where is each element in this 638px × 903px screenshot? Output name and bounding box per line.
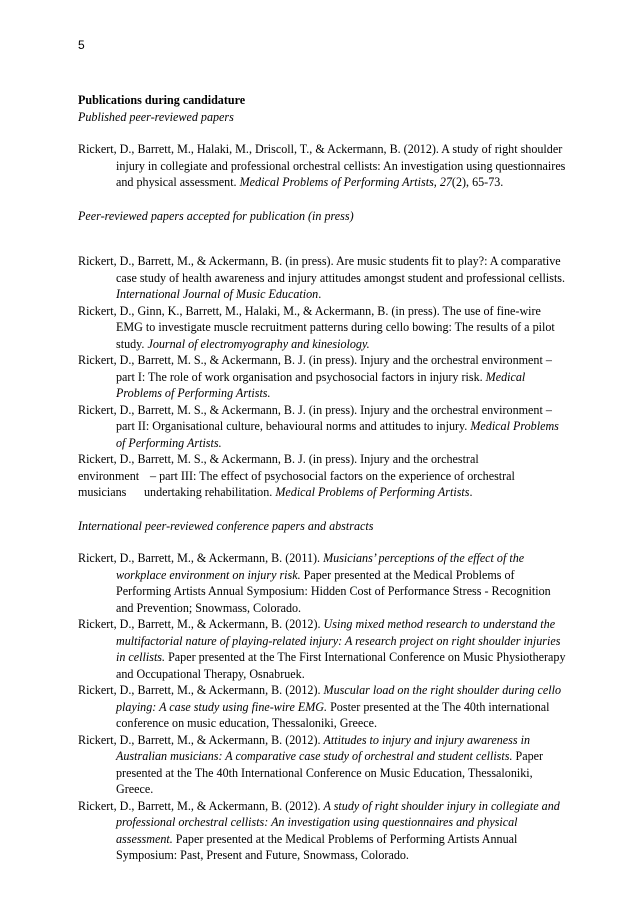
publication-entry: Rickert, D., Barrett, M., & Ackermann, B. (in press). Are music students fit to play?: A comparative case study of health awareness and injury attitudes amongst student and professional cellists. International Journal of Music Education. bbox=[78, 254, 566, 301]
page-number: 5 bbox=[78, 38, 85, 52]
publication-entry: Rickert, D., Barrett, M., & Ackermann, B. (2012). Muscular load on the right shoulder during cello playing: A case study using fine-wire EMG. Poster presented at the The 40th international conference on music education, Thessaloniki, Greece. bbox=[78, 683, 562, 730]
publication-entry: Rickert, D., Barrett, M. S., & Ackermann, B. J. (in press). Injury and the orchestral environment – part II: Organisational culture, behavioural norms and attitudes to injury. Medical Problems of Performing Artists. bbox=[78, 402, 559, 450]
publication-entry: Rickert, D., Barrett, M. S., & Ackermann, B. J. (in press). Injury and the orchestral environment – part I: The role of work organisation and psychosocial factors in injury risk. Medical Problems of Performing Artists. bbox=[78, 353, 552, 400]
publication-entry: Rickert, D., Ginn, K., Barrett, M., Halaki, M., & Ackermann, B. (in press). The use of fine-wire EMG to investigate muscle recruitment patterns during cello bowing: The results of a pilot study. Journal of electromyography and kinesiology. bbox=[78, 303, 555, 351]
publication-entry-irregular: Rickert, D., Barrett, M. S., & Ackermann, B. J. (in press). Injury and the orchestral environment – part III: The effect of psychosocial factors on the experience of orchestral musicians undertaking rehabilitation. Medical Problems of Performing Artists. bbox=[78, 452, 515, 499]
section-title-published: Published peer-reviewed papers bbox=[78, 109, 234, 124]
publication-entry: Rickert, D., Barrett, M., & Ackermann, B. (2012). Attitudes to injury and injury awareness in Australian musicians: A comparative case study of orchestral and student cellists. Paper presented at the The 40th International Conference on Music Education, Thessaloniki, Greece. bbox=[78, 732, 544, 796]
publications-content bbox=[78, 92, 566, 864]
section-title-conference: International peer-reviewed conference papers and abstracts bbox=[78, 518, 374, 533]
publication-entry: Rickert, D., Barrett, M., & Ackermann, B. (2012). A study of right shoulder injury in collegiate and professional orchestral cellists: An investigation using questionnaires and physical assessment. Paper presented at the Medical Problems of Performing Artists Annual Symposium: Past, Present and Future, Snowmass, Colorado. bbox=[78, 798, 560, 862]
page-heading: Publications during candidature bbox=[78, 93, 246, 107]
publication-entry: Rickert, D., Barrett, M., & Ackermann, B. (2012). Using mixed method research to understand the multifactorial nature of playing-related injury: A research project on right shoulder injuries in cellists. Paper presented at the The First International Conference on Music Physiotherapy and Occupational Therapy, Osnabruek. bbox=[78, 617, 566, 681]
publication-entry: Rickert, D., Barrett, M., Halaki, M., Driscoll, T., & Ackermann, B. (2012). A study of right shoulder injury in collegiate and professional orchestral cellists: An investigation using questionnaires and physical assessment. Medical Problems of Performing Artists, 27(2), 65-73. bbox=[78, 142, 566, 189]
section-title-in-press: Peer-reviewed papers accepted for publication (in press) bbox=[78, 208, 354, 223]
publication-entry: Rickert, D., Barrett, M., & Ackermann, B. (2011). Musicians’ perceptions of the effect of the workplace environment on injury risk. Paper presented at the Medical Problems of Performing Artists Annual Symposium: Hidden Cost of Performance Stress - Recognition and Prevention; Snowmass, Colorado. bbox=[78, 551, 551, 615]
